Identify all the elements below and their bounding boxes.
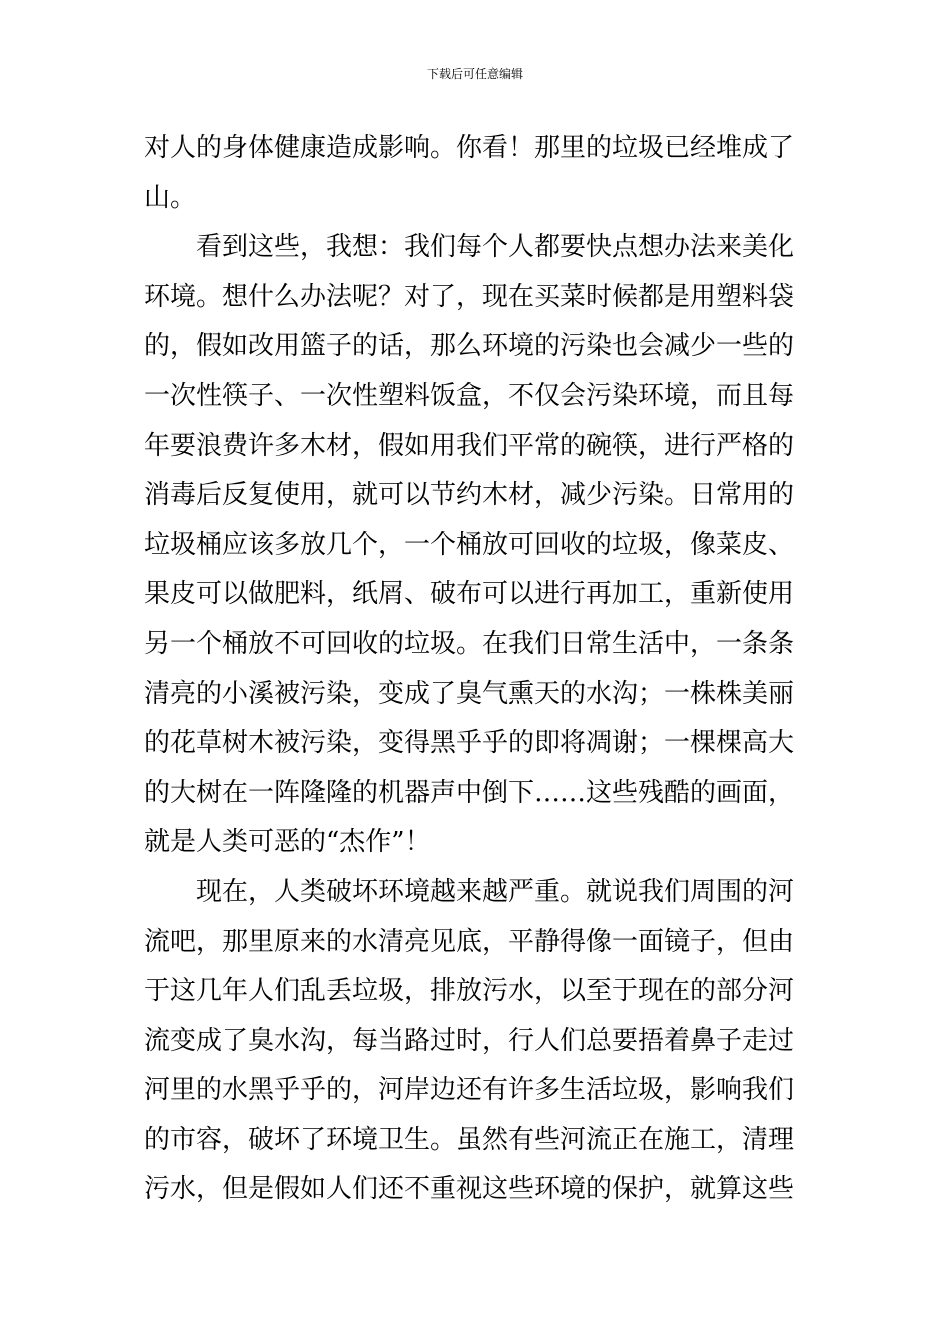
- text-line: 污水，但是假如人们还不重视这些环境的保护，就算这些: [144, 1174, 795, 1205]
- text-line: 山。: [144, 182, 197, 213]
- body-text: [144, 124, 810, 1215]
- text-line: 就是人类可恶的“杰作”！: [144, 827, 431, 858]
- text-line: 于这几年人们乱丢垃圾，排放污水，以至于现在的部分河: [144, 976, 795, 1007]
- text-line: 一次性筷子、一次性塑料饭盒，不仅会污染环境，而且每: [144, 380, 795, 411]
- text-line: 另一个桶放不可回收的垃圾。在我们日常生活中，一条条: [144, 628, 795, 659]
- text-line: 的市容，破坏了环境卫生。虽然有些河流正在施工，清理: [144, 1124, 795, 1155]
- text-line: 的大树在一阵隆隆的机器声中倒下……这些残酷的画面，: [144, 777, 795, 808]
- text-line: 环境。想什么办法呢？对了，现在买菜时候都是用塑料袋: [144, 281, 795, 312]
- text-line: 流吧，那里原来的水清亮见底，平静得像一面镜子，但由: [144, 926, 795, 957]
- text-line: 河里的水黑乎乎的，河岸边还有许多生活垃圾，影响我们: [144, 1075, 795, 1106]
- text-line: 流变成了臭水沟，每当路过时，行人们总要捂着鼻子走过: [144, 1025, 795, 1056]
- text-line: 看到这些，我想：我们每个人都要快点想办法来美化: [144, 232, 795, 263]
- text-line: 现在，人类破坏环境越来越严重。就说我们周围的河: [144, 876, 795, 907]
- text-line: 清亮的小溪被污染，变成了臭气熏天的水沟；一株株美丽: [144, 678, 795, 709]
- text-line: 果皮可以做肥料，纸屑、破布可以进行再加工，重新使用: [144, 579, 795, 610]
- page-header: 下载后可任意编辑: [426, 67, 523, 81]
- text-line: 消毒后反复使用，就可以节约木材，减少污染。日常用的: [144, 480, 795, 511]
- text-line: 垃圾桶应该多放几个，一个桶放可回收的垃圾，像菜皮、: [144, 529, 795, 560]
- text-line: 的，假如改用篮子的话，那么环境的污染也会减少一些的: [144, 331, 795, 362]
- text-line: 年要浪费许多木材，假如用我们平常的碗筷，进行严格的: [144, 430, 795, 461]
- text-line: 的花草树木被污染，变得黑乎乎的即将凋谢；一棵棵高大: [144, 728, 795, 759]
- text-line: 对人的身体健康造成影响。你看！那里的垃圾已经堆成了: [144, 133, 795, 163]
